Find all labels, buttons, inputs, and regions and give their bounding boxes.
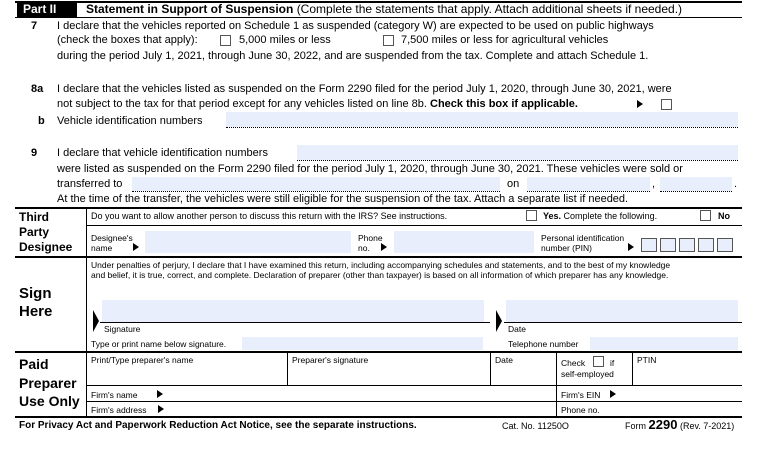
section-title: Statement in Support of Suspension [86,2,294,16]
vin-input-8b[interactable] [226,112,738,127]
phone-label: Phone no. [561,405,600,415]
firm-name-label: Firm's name [91,390,138,400]
line7-text3: during the period July 1, 2021, through June 30, 2022, and are suspended from the tax. Complete and attach Schedule 1. [57,50,649,62]
period-label: . [734,178,738,190]
signature-arrow-icon [93,310,99,332]
preparer-name-label: Print/Type preparer's name [91,355,194,365]
arrow-right-icon [158,405,164,413]
perjury-text-1: Under penalties of perjury, I declare that I have examined this return, including accompanying schedules and statements, and to the best of my knowledge [91,260,671,270]
firm-ein-label: Firm's EIN [561,390,601,400]
signature-input[interactable] [102,300,484,322]
designee-title-1: Third [19,210,49,224]
designee-question-rule [86,225,742,226]
line8b-number: b [38,115,45,127]
print-name-input[interactable] [242,337,483,350]
preparer-title-2: Preparer [19,375,77,391]
arrow-right-icon [133,243,139,251]
transfer-date-underline [527,191,650,192]
form-revision: (Rev. 7-2021) [679,421,735,431]
designee-no-checkbox[interactable] [700,210,711,221]
date-arrow-icon [496,310,502,332]
sign-date-input[interactable] [506,300,738,322]
sign-top-rule [15,256,742,258]
pin-digit-1[interactable] [641,238,657,252]
line9-text1: I declare that vehicle identification numbers [57,147,268,159]
miles-7500-checkbox[interactable] [383,35,394,46]
arrow-right-icon [157,390,163,398]
miles-5000-checkbox[interactable] [220,35,231,46]
signature-line [100,322,490,323]
pin-digit-3[interactable] [679,238,695,252]
part-title [86,2,682,16]
line7-number: 7 [31,20,38,32]
pin-digit-2[interactable] [660,238,676,252]
header-rule [15,17,742,18]
pin-digit-5[interactable] [717,238,733,252]
sign-title-1: Sign [19,285,52,302]
designee-phone-label-1: Phone [358,233,383,243]
designee-yes-checkbox[interactable] [526,210,537,221]
preparer-title-3: Use Only [19,393,80,409]
transfer-date-input[interactable] [527,177,650,191]
line8b-label: Vehicle identification numbers [57,115,203,127]
telephone-input[interactable] [590,337,738,350]
catalog-number: Cat. No. 11250O [502,421,569,431]
transferee-input[interactable] [132,177,500,191]
self-employed-checkbox[interactable] [593,356,604,367]
line9-text4: At the time of the transfer, the vehicles were still eligible for the suspension of the tax. Attach a separate list if needed. [57,193,629,205]
if-label: if [610,358,615,368]
sign-date-label: Date [508,324,526,334]
line7-text2: (check the boxes that apply): [57,34,198,46]
designee-name-label-1: Designee's [91,233,133,243]
part-label: Part II [17,2,77,17]
section-subtitle: (Complete the statements that apply. Attach additional sheets if needed.) [296,2,683,16]
form-id [625,418,734,433]
vin-9-underline [297,160,738,161]
check-label: Check [561,358,586,368]
designee-name-label-2: name [91,243,113,253]
preparer-signature-label: Preparer's signature [292,355,369,365]
arrow-right-icon [610,390,616,398]
designee-top-rule [15,207,742,209]
designee-pin-label-1: Personal identification [541,233,625,243]
arrow-right-icon [637,100,643,108]
preparer-title-1: Paid [19,356,49,372]
designee-name-input[interactable] [145,231,351,253]
line8a-number: 8a [31,83,44,95]
vin-8b-underline [226,127,738,128]
designee-question: Do you want to allow another person to discuss this return with the IRS? See instructions. [91,211,448,221]
transferee-underline [132,191,500,192]
print-name-label: Type or print name below signature. [91,339,227,349]
designee-phone-label-2: no. [358,243,370,253]
form-word: Form [625,421,646,431]
miles-5000-label: 5,000 miles or less [239,34,331,46]
arrow-right-icon [381,243,387,251]
line8a-text2-plain: not subject to the tax for that period except for any vehicles listed on line 8b. [57,98,427,110]
line9-text3: transferred to [57,178,123,190]
transfer-year-input[interactable] [660,177,732,191]
preparer-date-label: Date [495,355,513,365]
preparer-col-divider-1 [287,352,288,385]
telephone-label: Telephone number [508,339,579,349]
transfer-year-underline [660,191,732,192]
designee-title-3: Designee [19,240,73,254]
signature-label: Signature [104,324,141,334]
miles-7500-label: 7,500 miles or less for agricultural vehicles [401,34,609,46]
designee-pin-label-2: number (PIN) [541,243,593,253]
designee-phone-input[interactable] [394,231,534,253]
preparer-col-divider-2 [490,352,491,385]
pin-digit-4[interactable] [698,238,714,252]
privacy-notice: For Privacy Act and Paperwork Reduction Act Notice, see the separate instructions. [19,420,417,431]
line8a-check-prompt: Check this box if applicable. [430,98,578,110]
line8a-text2 [57,98,578,111]
comma-label: , [652,178,656,190]
designee-yes-label [543,211,657,222]
sign-title-2: Here [19,303,53,320]
yes-bold: Yes. [543,211,562,221]
designee-title-2: Party [19,225,50,239]
vin-input-9[interactable] [297,145,738,160]
designee-no-label: No [718,211,730,221]
firm-address-label: Firm's address [91,405,147,415]
on-label: on [507,178,520,190]
line7-text1: I declare that the vehicles reported on Schedule 1 as suspended (category W) are expected to be used on public highways [57,20,654,32]
preparer-mid-rule [86,385,742,386]
form-number: 2290 [648,417,678,432]
perjury-text-2: and belief, it is true, correct, and complete. Declaration of preparer (other than taxpayer) is based on all information of which preparer has any knowledge. [91,270,669,280]
line8a-text1: I declare that the vehicles listed as suspended on the Form 2290 filed for the period July 1, 2020, through June 30, 2021, were [57,83,672,95]
preparer-col-divider-4 [632,352,633,385]
line8a-checkbox[interactable] [661,99,672,110]
ptin-label: PTIN [637,355,657,365]
line9-number: 9 [31,147,38,159]
self-employed-label: self-employed [561,369,614,379]
preparer-lower-rule [86,401,742,402]
yes-rest: Complete the following. [563,211,658,221]
date-line [504,322,742,323]
line9-text2: were listed as suspended on the Form 2290 filed for the period July 1, 2020, through June 30, 2021. These vehicles were sold or [57,163,683,175]
arrow-right-icon [628,243,634,251]
